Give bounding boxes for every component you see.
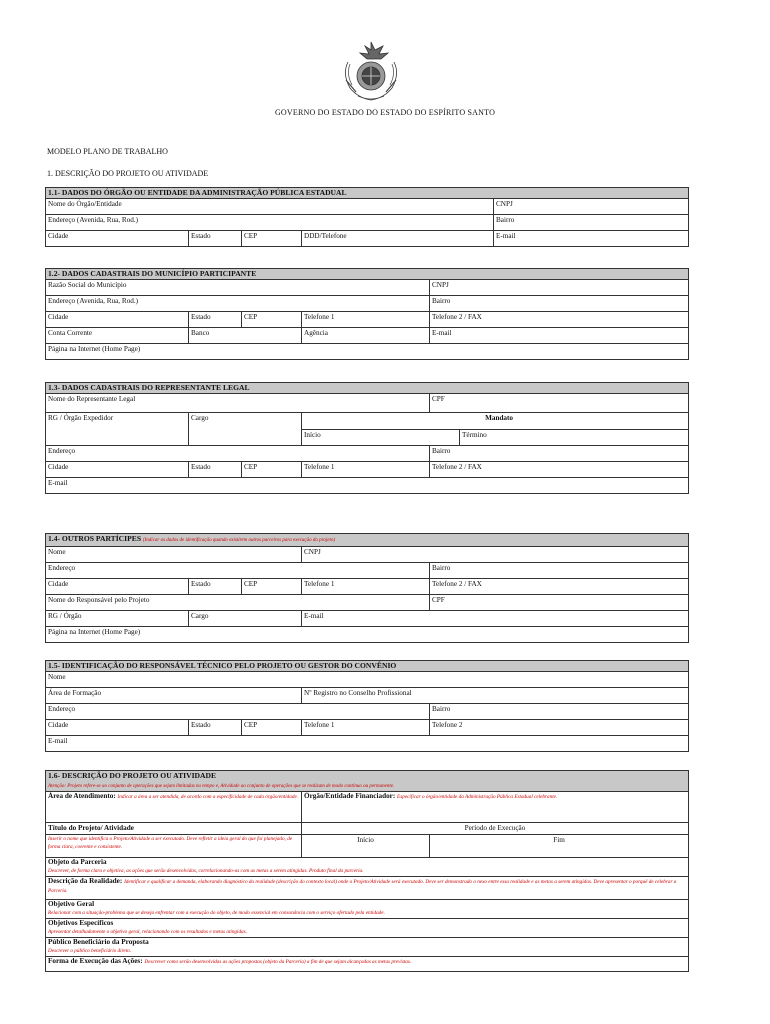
field-cep[interactable]: CEP [242,720,302,736]
field-cep[interactable]: CEP [242,579,302,595]
objeto-parceria-note: Descrever, de forma clara e objetiva, as ações que serão desenvolvidas, correlacionando-as com as metas a serem atingidas. Produto final da parceria. [48,868,364,874]
field-cidade[interactable]: Cidade [46,720,189,736]
field-bairro[interactable]: Bairro [430,704,689,720]
mandato-header: Mandato [302,413,689,430]
section-1-6-table [45,770,689,972]
field-cep[interactable]: CEP [242,312,302,328]
field-telefone-1[interactable]: Telefone 1 [302,462,430,478]
field-forma-execucao[interactable] [46,957,689,972]
field-telefone-2-fax[interactable]: Telefone 2 / FAX [430,579,689,595]
section-1-6-title-text: 1.6- DESCRIÇÃO DO PROJETO OU ATIVIDADE [48,771,217,780]
titulo-projeto-label: Título do Projeto/ Atividade [46,823,302,835]
field-nome-representante[interactable]: Nome do Representante Legal [46,394,430,413]
field-pagina-internet[interactable]: Página na Internet (Home Page) [46,627,689,643]
field-cnpj[interactable]: CNPJ [494,199,689,215]
field-responsavel-projeto[interactable]: Nome do Responsável pelo Projeto [46,595,430,611]
section-1-4-title [46,534,689,547]
field-nome-orgao[interactable]: Nome do Órgão/Entidade [46,199,494,215]
field-email[interactable]: E-mail [430,328,689,344]
coat-of-arms-emblem [338,40,404,102]
field-email[interactable]: E-mail [494,231,689,247]
field-cnpj[interactable]: CNPJ [302,547,689,563]
field-cargo[interactable]: Cargo [189,413,302,446]
orgao-financiador-label: Órgão/Entidade Financiador: [304,792,396,800]
field-ddd-telefone[interactable]: DDD/Telefone [302,231,494,247]
area-atendimento-note: Indicar a área a ser atendida, de acordo com a especificidade de cada órgão/entidade. [117,794,299,800]
field-endereco[interactable]: Endereço (Avenida, Rua, Rod.) [46,215,494,231]
field-cargo[interactable]: Cargo [189,611,302,627]
field-cnpj[interactable]: CNPJ [430,280,689,296]
publico-beneficiario-label: Público Beneficiário da Proposta [48,938,149,946]
section-1-4-title-text: 1.4- OUTROS PARTÍCIPES [48,534,142,543]
section-1-4-note: (Indicar os dados de identificação quando existirem outros parceiros para execução do projeto) [142,538,336,543]
field-telefone-2[interactable]: Telefone 2 [430,720,689,736]
field-razao-social[interactable]: Razão Social do Município [46,280,430,296]
field-endereco[interactable]: Endereço [46,563,430,579]
section-title: 1. DESCRIÇÃO DO PROJETO OU ATIVIDADE [47,169,209,178]
titulo-projeto-note: Inserir o nome que identifica o Projeto/Atividade a ser executado. Deve refletir a ideia geral do que foi planejado, de forma clara, coerente e consistente. [48,836,293,850]
field-objetivos-especificos[interactable] [46,919,689,938]
field-orgao-financiador[interactable] [302,792,689,823]
section-1-2-table [45,268,689,360]
field-cpf[interactable]: CPF [430,595,689,611]
field-telefone-1[interactable]: Telefone 1 [302,579,430,595]
field-mandato-termino[interactable]: Término [460,429,689,446]
section-1-6-title [46,771,689,792]
government-title: GOVERNO DO ESTADO DO ESTADO DO ESPÍRITO SANTO [274,108,496,117]
periodo-execucao-header: Período de Execução [302,823,689,835]
section-1-5-title: 1.5- IDENTIFICAÇÃO DO RESPONSÁVEL TÉCNICO PELO PROJETO OU GESTOR DO CONVÊNIO [46,661,689,672]
field-endereco[interactable]: Endereço [46,446,430,462]
forma-execucao-label: Forma de Execução das Ações: [48,957,143,965]
objetivos-especificos-note: Apresentar detalhadamente o objetivo geral, relacionando com os resultados e metas atingidas. [48,929,247,935]
field-telefone-2-fax[interactable]: Telefone 2 / FAX [430,312,689,328]
area-atendimento-label: Área de Atendimento: [48,792,116,800]
section-1-1-title: 1.1- DADOS DO ÓRGÃO OU ENTIDADE DA ADMINISTRAÇÃO PÚBLICA ESTADUAL [46,188,689,199]
field-email[interactable]: E-mail [302,611,689,627]
field-telefone-2-fax[interactable]: Telefone 2 / FAX [430,462,689,478]
field-periodo-fim[interactable]: Fim [430,835,689,858]
section-1-5-table [45,660,689,752]
field-cep[interactable]: CEP [242,231,302,247]
field-estado[interactable]: Estado [189,462,242,478]
field-pagina-internet[interactable]: Página na Internet (Home Page) [46,344,689,360]
field-titulo-projeto[interactable] [46,835,302,858]
field-email[interactable]: E-mail [46,478,689,494]
field-cep[interactable]: CEP [242,462,302,478]
field-estado[interactable]: Estado [189,579,242,595]
descricao-realidade-note: Identificar e qualificar a demanda, elaborando diagnóstico da realidade (descrição do contexto local) onde o Projeto/Atividade será executado. Deve ser demonstrado o nexo entre essa realidade e as metas a serem atingidas. Deve apresentar o porquê de celebrar a Parceria. [48,879,677,894]
section-1-6-note: Atenção: Projeto refere-se ao conjunto de operações que sejam limitadas no tempo e, Atividade ao conjunto de operações que se realizam de modo contínuo ou permanente. [48,784,395,789]
field-cidade[interactable]: Cidade [46,579,189,595]
field-email[interactable]: E-mail [46,736,689,752]
field-rg-orgao[interactable]: RG / Órgão [46,611,189,627]
field-estado[interactable]: Estado [189,720,242,736]
objetivo-geral-label: Objetivo Geral [48,900,95,908]
field-estado[interactable]: Estado [189,312,242,328]
model-title: MODELO PLANO DE TRABALHO [47,147,168,156]
field-descricao-realidade[interactable] [46,877,689,900]
field-mandato-inicio[interactable]: Início [302,429,460,446]
section-1-2-title: 1.2- DADOS CADASTRAIS DO MUNICÍPIO PARTICIPANTE [46,269,689,280]
orgao-financiador-note: Especificar o órgão/entidade da Administração Pública Estadual celebrante. [397,794,558,800]
field-nome[interactable]: Nome [46,547,302,563]
descricao-realidade-label: Descrição da Realidade: [48,877,123,885]
field-agencia[interactable]: Agência [302,328,430,344]
field-bairro[interactable]: Bairro [430,446,689,462]
section-1-1-table [45,187,689,247]
field-rg-orgao-expedidor[interactable]: RG / Órgão Expedidor [46,413,189,446]
field-objetivo-geral[interactable] [46,900,689,919]
field-telefone-1[interactable]: Telefone 1 [302,312,430,328]
field-cidade[interactable]: Cidade [46,312,189,328]
field-banco[interactable]: Banco [189,328,302,344]
field-bairro[interactable]: Bairro [430,563,689,579]
field-bairro[interactable]: Bairro [430,296,689,312]
field-registro-conselho[interactable]: Nº Registro no Conselho Profissional [302,688,689,704]
field-telefone-1[interactable]: Telefone 1 [302,720,430,736]
field-endereco[interactable]: Endereço [46,704,430,720]
field-cpf[interactable]: CPF [430,394,689,413]
field-cidade[interactable]: Cidade [46,462,189,478]
field-publico-beneficiario[interactable] [46,938,689,957]
field-bairro[interactable]: Bairro [494,215,689,231]
field-estado[interactable]: Estado [189,231,242,247]
field-cidade[interactable]: Cidade [46,231,189,247]
section-1-3-title: 1.3- DADOS CADASTRAIS DO REPRESENTANTE LEGAL [46,383,689,394]
field-area-formacao[interactable]: Área de Formação [46,688,302,704]
section-1-4-table [45,533,689,643]
objetivo-geral-note: Relacionar com a situação-problema que se deseja enfrentar com a execução do objeto, de modo essencial em consonância com o serviço ofertado pela entidade. [48,910,385,916]
field-area-atendimento[interactable] [46,792,302,823]
section-1-3-table [45,382,689,494]
objeto-parceria-label: Objeto da Parceria [48,858,107,866]
objetivos-especificos-label: Objetivos Específicos [48,919,114,927]
publico-beneficiario-note: Descrever o público beneficiário direto. [48,948,132,954]
field-conta-corrente[interactable]: Conta Corrente [46,328,189,344]
field-nome[interactable]: Nome [46,672,689,688]
field-objeto-parceria[interactable] [46,858,689,877]
field-periodo-inicio[interactable]: Início [302,835,430,858]
field-endereco[interactable]: Endereço (Avenida, Rua, Rod.) [46,296,430,312]
forma-execucao-note: Descrever como serão desenvolvidas as ações propostas (objeto da Parceria) a fim de que sejam alcançadas as metas previstas. [144,959,412,965]
